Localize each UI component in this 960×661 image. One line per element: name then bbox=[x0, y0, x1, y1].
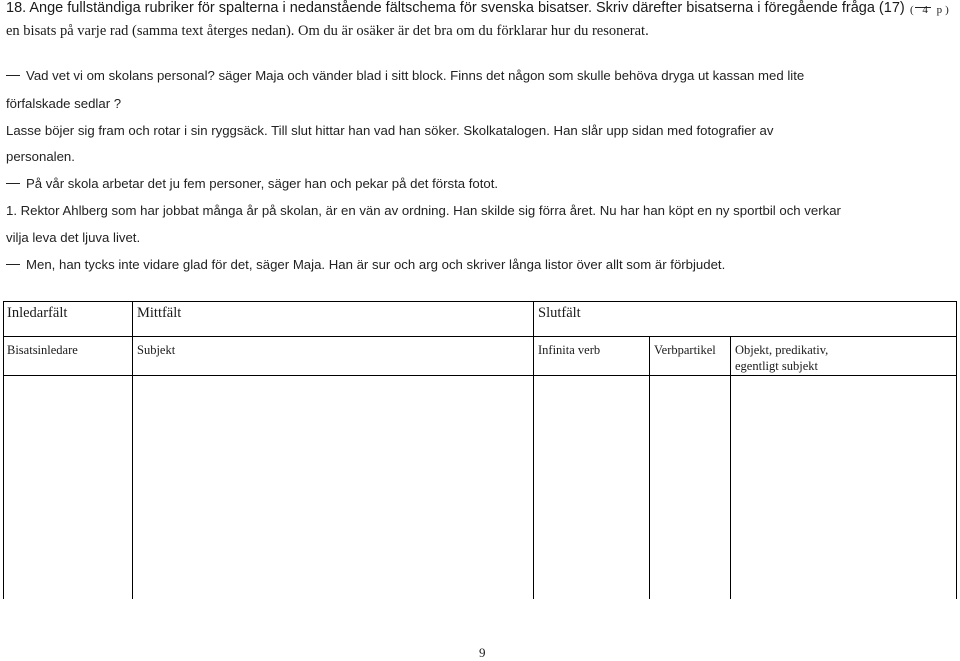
story-line-1 bbox=[6, 68, 804, 83]
field-schema-table bbox=[3, 301, 957, 599]
table-border-top bbox=[3, 301, 957, 302]
column-infinita-verb: Infinita verb bbox=[538, 343, 601, 357]
field-slutfalt: Slutfält bbox=[538, 305, 581, 321]
story-text: Vad vet vi om skolans personal? säger Maja och vänder blad i sitt block. Finns det någon som skulle behöva dryga ut kassan med lite bbox=[26, 68, 805, 83]
story-line-5 bbox=[6, 176, 498, 191]
column-verbpartikel: Verbpartikel bbox=[654, 343, 716, 357]
points-label: ( 4 p) bbox=[910, 4, 952, 16]
table-col-divider bbox=[132, 301, 133, 599]
story-line-4: personalen. bbox=[6, 149, 75, 164]
table-col-divider bbox=[649, 336, 650, 599]
column-bisatsinledare: Bisatsinledare bbox=[7, 343, 78, 357]
table-divider bbox=[3, 336, 957, 337]
page-number: 9 bbox=[479, 645, 486, 660]
story-line-2: förfalskade sedlar ? bbox=[6, 96, 122, 111]
question-line-1-part-2: Skriv därefter bisatserna i föregående fråga (17) bbox=[596, 0, 905, 16]
dash-icon bbox=[6, 75, 20, 76]
table-col-divider bbox=[730, 336, 731, 599]
table-border-left bbox=[3, 301, 4, 599]
story-line-7: vilja leva det ljuva livet. bbox=[6, 230, 141, 245]
question-line-1-part-1: 18. Ange fullständiga rubriker för spalterna i nedanstående fältschema för svenska bisatser. bbox=[6, 0, 592, 16]
story-line-8 bbox=[6, 257, 725, 272]
table-border-right bbox=[956, 301, 957, 599]
table-col-divider bbox=[533, 301, 534, 599]
question-line-2: en bisats på varje rad (samma text återges nedan). Om du är osäker är det bra om du förklarar hur du resonerat. bbox=[6, 23, 649, 39]
story-line-3: Lasse böjer sig fram och rotar i sin ryggsäck. Till slut hittar han vad han söker. Skolkatalogen. Han slår upp sidan med fotografier av bbox=[6, 123, 774, 138]
story-text: Men, han tycks inte vidare glad för det, säger Maja. Han är sur och arg och skriver långa listor över allt som är förbjudet. bbox=[26, 257, 726, 272]
column-subjekt: Subjekt bbox=[137, 343, 176, 357]
dash-icon bbox=[6, 183, 20, 184]
field-mittfalt: Mittfält bbox=[137, 305, 182, 321]
story-text: På vår skola arbetar det ju fem personer, säger han och pekar på det första fotot. bbox=[26, 176, 499, 191]
table-divider bbox=[3, 375, 957, 376]
column-objekt-line-2: egentligt subjekt bbox=[735, 359, 818, 373]
column-objekt-line-1: Objekt, predikativ, bbox=[735, 343, 829, 357]
column-objekt-predikativ bbox=[735, 342, 828, 374]
story-line-6: 1. Rektor Ahlberg som har jobbat många år på skolan, är en vän av ordning. Han skilde sig förra året. Nu har han köpt en ny sportbil och verkar bbox=[6, 203, 841, 218]
field-inledarfalt: Inledarfält bbox=[7, 305, 68, 321]
dash-icon bbox=[6, 264, 20, 265]
question-line-1 bbox=[6, 0, 937, 16]
